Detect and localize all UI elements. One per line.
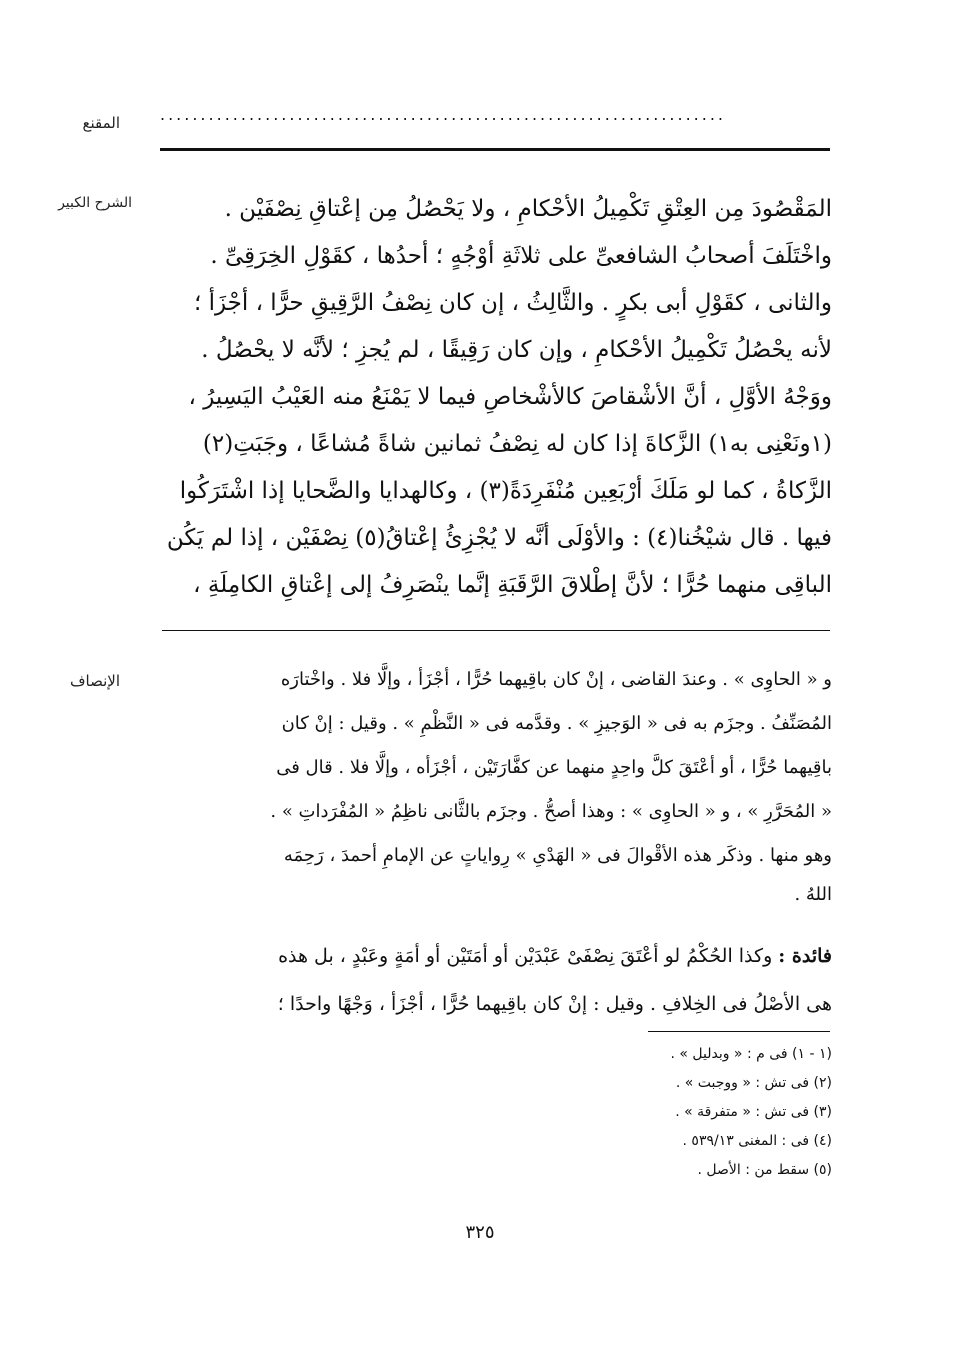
footnote: (١ - ١) فى م : « وبدليل » . (670, 1046, 832, 1062)
main-line: واخْتَلَفَ أصحابُ الشافعىِّ على ثلاثَةِ أوْجُهٍ ؛ أحدُها ، كقَوْلِ الخِرَقِىِّ . (210, 243, 832, 269)
footnote-rule (648, 1031, 830, 1032)
main-line: والثانى ، كقَوْلِ أبى بكرٍ . والثَّالِثُ ، إن كان نِصْفُ الرَّقِيقِ حرًّا ، أجْزَأ ؛ (193, 290, 832, 316)
main-line: لأنه يحْصُلُ تَكْمِيلُ الأحْكامِ ، وإن كان رَقِيقًا ، لم يُجزِ ؛ لأنَّه لا يحْصُلُ . (201, 337, 832, 363)
main-line: الزَّكاةُ ، كما لو مَلَكَ أرْبَعِين مُنْفَرِدَةً(٣) ، وكالهدايا والضَّحايا إذا اشْتَرَكُوا (179, 478, 832, 504)
faida-block (152, 932, 832, 1028)
footnote: (٥) سقط من : الأصل . (697, 1162, 832, 1178)
header-rule (160, 148, 830, 151)
insaf-line: وهو منها . وذكَر هذه الأقْوالَ فى « الهَدْىِ » رِواياتٍ عن الإمامِ أحمدَ ، رَحِمَه (283, 845, 832, 866)
insaf-line: اللهُ . (794, 884, 832, 905)
sharh-label: الشرح الكبير (58, 195, 132, 211)
insaf-label: الإنصاف (69, 672, 120, 690)
insaf-line: المُصَنِّفُ . وجزَم به فى « الوَجيزِ » . وقدَّمه فى « النَّظْمِ » . وقيل : إنْ كان (281, 713, 832, 734)
faida-line: هى الأصْلُ فى الخِلافِ . وقيل : إنْ كان باقِيهما حُرًّا ، أجْزَأ ، وَجْهًا واحدًا ؛ (277, 993, 832, 1015)
footnote: (٢) فى تش : « ووجبت » . (675, 1075, 832, 1091)
section-divider (162, 630, 830, 631)
faida-line-text: وكذا الحُكْمُ لو أعْتَقَ نِصْفَىْ عَبْدَيْن أو أمَتَيْن أو أمَةٍ وعَبْدٍ ، بل هذه (278, 945, 779, 967)
footnotes-block (540, 1040, 832, 1185)
main-line: المَقْصُودَ مِن العِتْقِ تَكْمِيلُ الأحْكامِ ، ولا يَحْصُلُ مِن إعْتاقِ نِصْفَيْن . (224, 196, 832, 222)
faida-line (152, 932, 832, 980)
main-line: (١ونَعْنِى به١) الزَّكاةَ إذا كان له نِصْفُ ثمانين شاةً مُشاعًا ، وجَبَتِ(٢) (202, 431, 832, 457)
footnote: (٣) فى تش : « متفرقة » . (675, 1104, 832, 1120)
main-line: ووَجْهُ الأوَّلِ ، أنَّ الأشْقاصَ كالأشْخاصِ فيما لا يَمْنَعُ منه العَيْبُ اليَسِيرُ ، (188, 384, 832, 410)
main-line: الباقِى منهما حُرًّا ؛ لأنَّ إطْلاقَ الرَّقَبَةِ إنَّما ينْصَرِفُ إلى إعْتاقِ الكامِلَةِ ، (193, 572, 832, 598)
main-text-block (152, 186, 832, 609)
insaf-line: « المُحَرَّرِ » ، و « الحاوِى » : وهذا أصحُّ . وجزَم بالثَّانى ناظِمُ « المُفْرَداتِ » . (270, 801, 832, 822)
faida-heading: فائدة : (778, 945, 832, 967)
main-line: فيها . قال شيْخُنا(٤) : والأوْلَى أنَّه لا يُجْزِئُ إعْتاقُ(٥) نِصْفَيْن ، إذا لم يَكُن (166, 525, 832, 551)
header-dotted-leader: ...................................................................... (160, 108, 727, 122)
insaf-line: و « الحاوِى » . وعندَ القاضى ، إنْ كان باقِيهما حُرًّا ، أجْزَأ ، وإلَّا فلا . واخْتارَه (280, 669, 832, 690)
page-number: ٣٢٥ (465, 1222, 495, 1243)
insaf-line: باقِيهما حُرًّا ، أو أعْتَقَ كلَّ واحِدٍ منهما عن كفَّارَتَيْن ، أجْزَأه ، وإلَّا فلا . قال فى (276, 757, 832, 778)
insaf-text-block (152, 658, 832, 912)
footnote: (٤) فى : المغنى ٥٣٩/١٣ . (682, 1133, 832, 1149)
book-title: المقنع (82, 114, 120, 132)
